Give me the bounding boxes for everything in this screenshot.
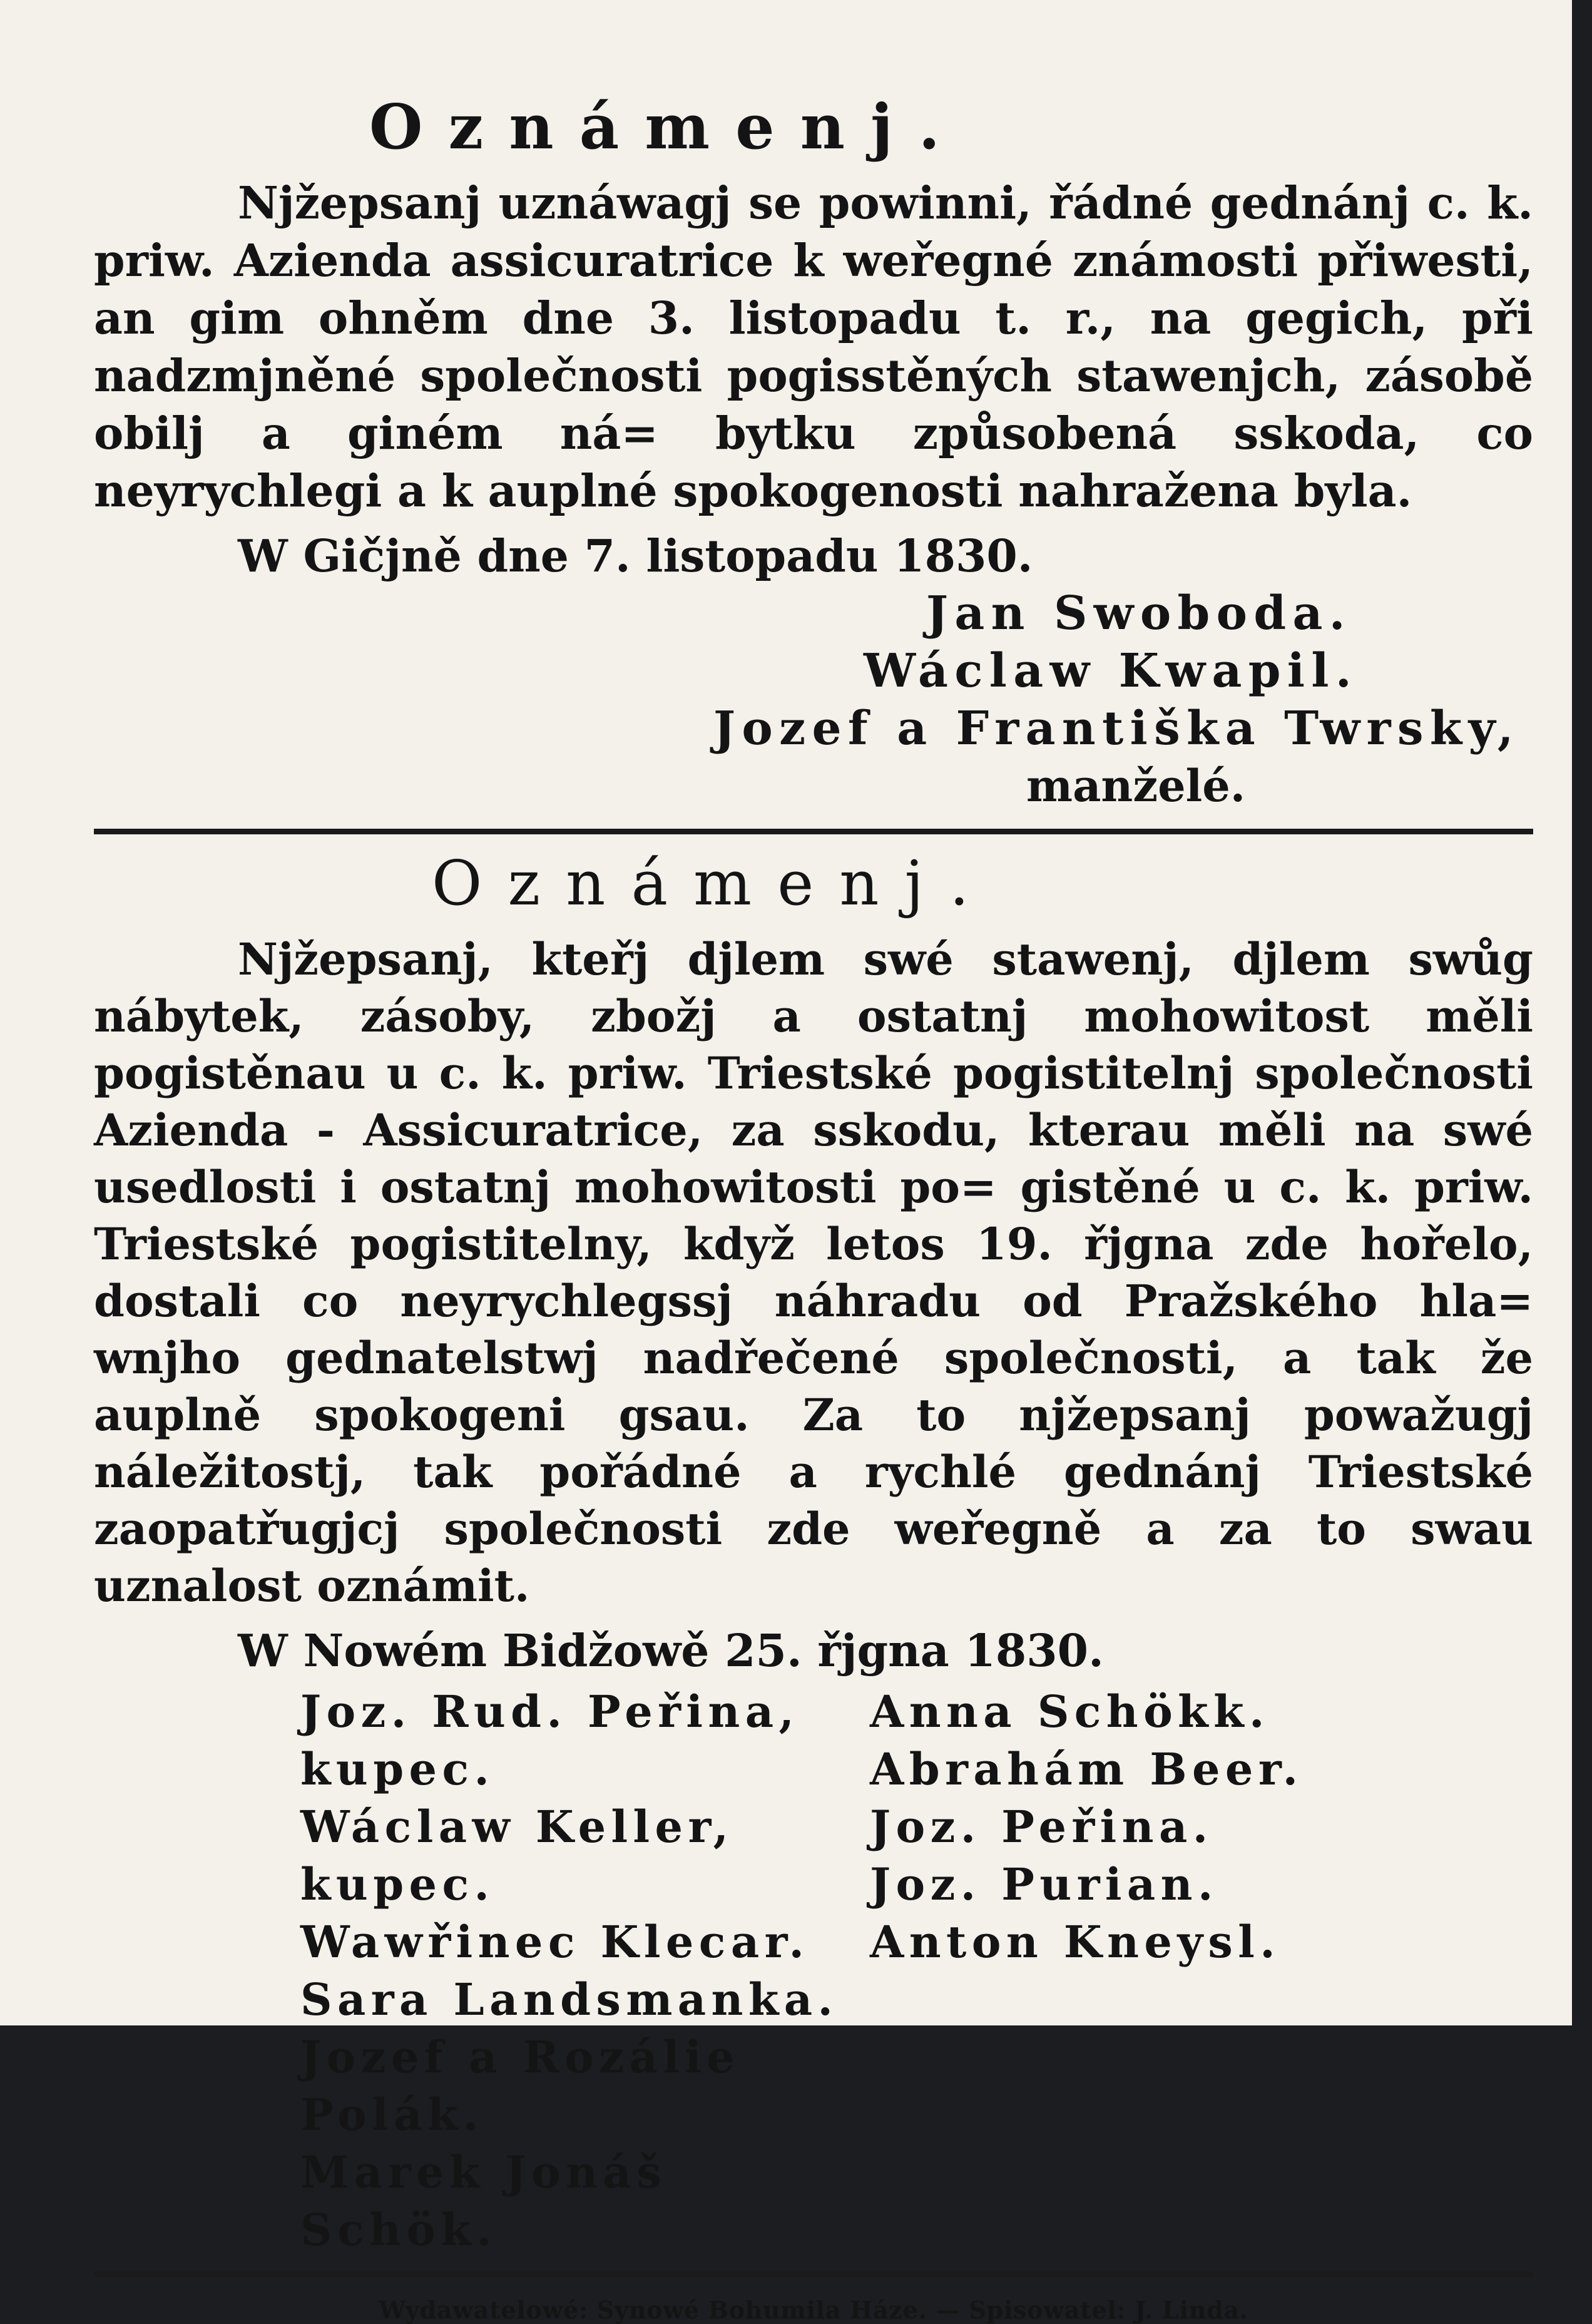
notice-1-body: Njžepsanj uznáwagj se powinni, řádné gednánj c. k. priw. Azienda assicuratrice k weřegné známosti přiwesti, an gim ohněm dne 3. listopadu t. r., na gegich, při nadzmjněné společnosti pogisstěných stawenjch, zásobě obilj a giném ná= bytku způsobená sskoda, co neyrychlegi a k auplné spokogenosti nahražena byla.: [94, 176, 1533, 517]
signatory: Joz. Rud. Peřina, kupec.: [300, 1685, 800, 1795]
notice-2-heading: Oznámenj.: [432, 847, 995, 919]
notice-2-body: Njžepsanj, kteřj djlem swé stawenj, djlem swůg nábytek, zásoby, zbožj a ostatnj mohowitost měli pogistěnau u c. k. priw. Triestské pogistitelnj společnosti Azienda - Assicuratrice, za sskodu, kterau měli na swé usedlosti i ostatnj mohowitosti po= gistěné u c. k. priw. Triestské pogistitelny, když letos 19. řjgna zde hořelo, dostali co neyrychlegssj náhradu od Pražského hla= wnjho gednatelstwj nadřečené společnosti, a tak že auplně spokogeni gsau. Za to njžepsanj powažugj náležitostj, tak pořádné a rychlé gednánj Triestské zaopatřugjcj společnosti zde weřegně a za to swau uznalost oznámit.: [94, 933, 1533, 1612]
notice-2-dateline: W Nowém Bidžowě 25. řjgna 1830.: [238, 1624, 1104, 1677]
signatory: Anna Schökk.: [870, 1685, 1270, 1738]
notice-2: [94, 847, 1533, 2259]
divider-rule: [94, 829, 1533, 834]
signature-1: Jan Swoboda.: [926, 586, 1352, 640]
signatory: Jozef a Rozálie Polák.: [300, 2030, 740, 2141]
signatory: Anton Kneysl.: [870, 1915, 1281, 1968]
footer-rule: [94, 2271, 1533, 2277]
signatory: Marek Jonáš Schök.: [300, 2146, 666, 2256]
notice-1-dateline: W Gičjně dne 7. listopadu 1830.: [238, 529, 1033, 582]
signature-4: manželé.: [1026, 759, 1246, 812]
notice-1: [94, 91, 1533, 815]
page-content: [94, 91, 1533, 2324]
notice-1-heading: Oznámenj.: [369, 91, 966, 163]
signatory: Joz. Peřina.: [870, 1800, 1213, 1853]
signatories: [94, 1683, 1533, 2259]
signatory: Sara Landsmanka.: [300, 1973, 839, 2025]
signatories-right: [870, 1683, 1533, 2259]
signature-2: Wáclaw Kwapil.: [864, 643, 1358, 698]
signatory: Abrahám Beer.: [870, 1743, 1304, 1795]
signatory: Wáclaw Keller, kupec.: [300, 1800, 734, 1910]
publisher-footer: Wydawatelowé: Synowé Bohumila Háze. — Spisowatel: J. Linda.: [379, 2295, 1248, 2324]
signatory: Wawřinec Klecar.: [300, 1915, 810, 1968]
signature-3: Jozef a Františka Twrsky,: [713, 701, 1520, 755]
signatory: Joz. Purian.: [870, 1858, 1218, 1910]
signatories-left: [94, 1683, 870, 2259]
